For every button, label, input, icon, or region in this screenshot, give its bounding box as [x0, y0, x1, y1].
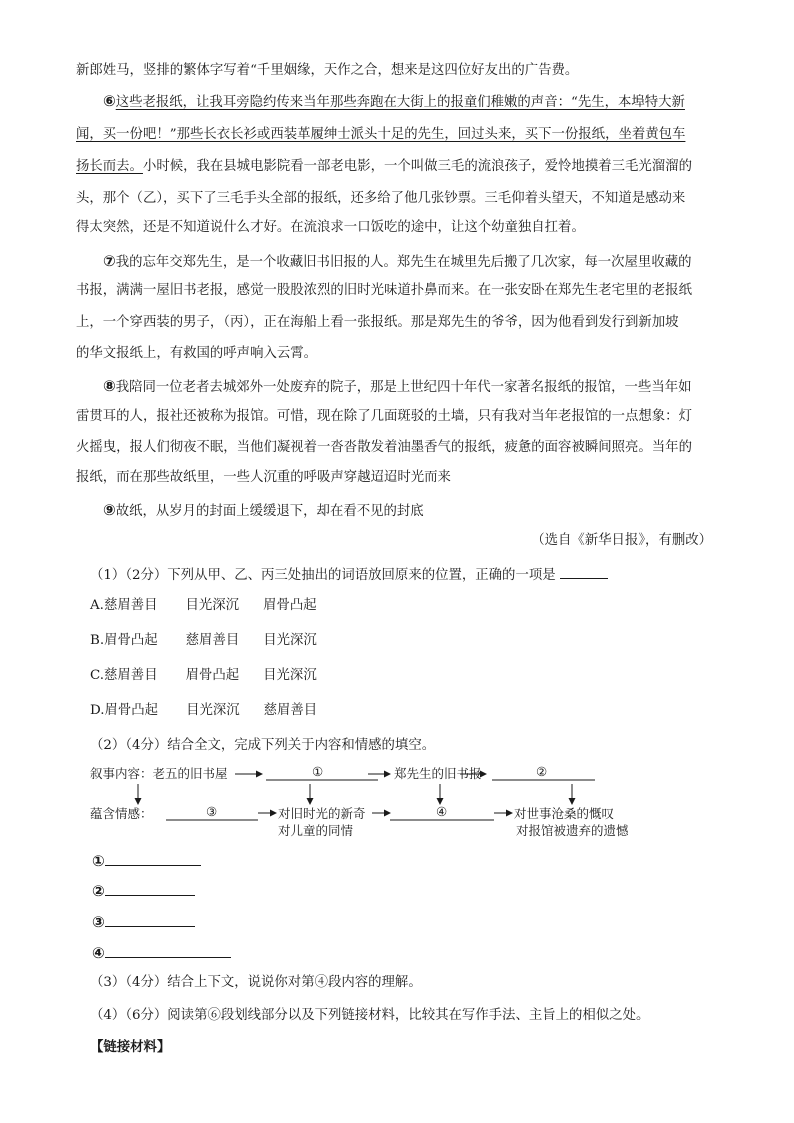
paragraph-8-text: 我陪同一位老者去城郊外一处废弃的院子，那是上世纪四十年代一家著名报纸的报馆，一些当年如 [115, 380, 692, 395]
link-material-heading: 【链接材料】 [90, 1039, 171, 1055]
option-word: 慈眉善目 [185, 633, 240, 648]
paragraph-number-9: ⑨ [103, 501, 116, 519]
paragraph-7-line-4: 的华文报纸上，有救国的呼声响入云霄。 [76, 346, 318, 361]
diagram-row2-end-2: 对报馆被遗弃的遗憾 [516, 823, 629, 838]
answer-blank[interactable] [105, 881, 195, 896]
option-c[interactable] [90, 666, 317, 686]
paragraph-9-line-1 [103, 500, 424, 522]
diagram-blank-2[interactable]: ② [536, 764, 548, 779]
option-word: 眉骨凸起 [263, 598, 317, 613]
option-word: 目光深沉 [263, 668, 317, 683]
answer-line-4[interactable] [92, 943, 231, 965]
diagram-row1-label: 叙事内容：老五的旧书屋 [90, 766, 228, 781]
option-word: 眉骨凸起 [104, 633, 158, 648]
content-emotion-diagram [90, 760, 650, 845]
answer-line-3[interactable] [92, 912, 195, 934]
answer-marker: ④ [92, 944, 105, 962]
option-a[interactable] [90, 596, 317, 616]
option-word: 眉骨凸起 [185, 668, 240, 683]
paragraph-9-text: 故纸，从岁月的封面上缓缓退下，却在看不见的封底 [115, 504, 424, 519]
underlined-text-end: 扬长而去。 [76, 159, 143, 174]
option-word: 目光深沉 [186, 703, 240, 718]
paragraph-6-line-1 [103, 91, 685, 113]
paragraph-6-line-5: 得太突然，还是不知道说什么才好。在流浪求一口饭吃的途中，让这个幼童独自扛着。 [76, 220, 585, 235]
paragraph-number-7: ⑦ [103, 252, 116, 270]
option-word: 眉骨凸起 [104, 703, 159, 718]
diagram-row2-end-1: 对世事沧桑的慨叹 [514, 806, 615, 821]
paragraph-6-line-2: 闻，买一份吧！”那些长衣长衫或西装革履绅士派头十足的先生，回过头来，买下一份报纸，坐着黄包车 [76, 127, 686, 142]
option-label: C. [90, 668, 105, 683]
diagram-blank-4[interactable]: ④ [436, 804, 448, 819]
answer-blank[interactable] [105, 912, 195, 927]
option-word: 慈眉善目 [104, 668, 158, 683]
answer-line-1[interactable] [92, 851, 201, 873]
paragraph-8-line-2: 雷贯耳的人，报社还被称为报馆。可惜，现在除了几面斑驳的土墙，只有我对当年老报馆的一点想象：灯 [76, 409, 692, 424]
answer-marker: ② [92, 882, 105, 900]
option-label: B. [90, 633, 105, 648]
diagram-blank-3[interactable]: ③ [206, 804, 218, 819]
answer-marker: ③ [92, 913, 105, 931]
paragraph-8-line-4: 报纸，而在那些故纸里，一些人沉重的呼吸声穿越迢迢时光而来 [76, 470, 451, 485]
answer-line-2[interactable] [92, 881, 195, 903]
option-word: 目光深沉 [263, 633, 317, 648]
paragraph-5-tail: 新郎姓马，竖排的繁体字写着“千里姻缘，天作之合，想来是这四位好友出的广告费。 [76, 63, 579, 78]
option-label: A. [90, 598, 104, 613]
diagram-row2-label: 蕴含情感： [90, 806, 153, 821]
question-4: （4）（6分）阅读第⑥段划线部分以及下列链接材料，比较其在写作手法、主旨上的相似之处。 [90, 1008, 650, 1023]
diagram-row2-mid-2: 对儿童的同情 [278, 823, 354, 838]
paragraph-6-text: 小时候，我在县城电影院看一部老电影，一个叫做三毛的流浪孩子，爱怜地摸着三毛光溜溜的 [142, 159, 692, 174]
paragraph-8-line-1 [103, 376, 692, 398]
paragraph-6-line-3 [76, 157, 692, 177]
option-word: 慈眉善目 [103, 598, 158, 613]
question-1-text: （1）（2分）下列从甲、乙、丙三处抽出的词语放回原来的位置，正确的一项是 [90, 568, 556, 583]
diagram-row1-mid: 郑先生的旧书报 [394, 766, 482, 781]
paragraph-7-line-3: 上，一个穿西装的男子，（丙），正在海船上看一张报纸。那是郑先生的爷爷，因为他看到发行到新加坡 [76, 315, 679, 330]
option-label: D. [90, 703, 105, 718]
paragraph-number-8: ⑧ [103, 377, 116, 395]
option-word: 慈眉善目 [263, 703, 318, 718]
paragraph-7-text: 我的忘年交郑先生，是一个收藏旧书旧报的人。郑先生在城里先后搬了几次家，每一次屋里收藏的 [115, 255, 692, 270]
diagram-row2-mid-1: 对旧时光的新奇 [278, 806, 366, 821]
option-word: 目光深沉 [185, 598, 240, 613]
option-d[interactable] [90, 701, 317, 721]
paragraph-number-6: ⑥ [103, 92, 116, 110]
question-2: （2）（4分）结合全文，完成下列关于内容和情感的填空。 [90, 738, 436, 753]
paragraph-7-line-1 [103, 251, 692, 273]
diagram-blank-1[interactable]: ① [312, 764, 324, 779]
answer-blank[interactable] [105, 851, 201, 866]
paragraph-7-line-2: 书报，满满一屋旧书老报，感觉一股股浓烈的旧时光味道扑鼻而来。在一张安卧在郑先生老宅里的老报纸 [76, 283, 692, 298]
question-1 [90, 564, 608, 586]
answer-marker: ① [92, 852, 105, 870]
source-citation: （选自《新华日报》，有删改） [531, 533, 712, 548]
underlined-text: 这些老报纸，让我耳旁隐约传来当年那些奔跑在大街上的报童们稚嫩的声音：“先生，本埠特大新 [115, 95, 685, 110]
answer-blank-q1[interactable] [560, 564, 608, 579]
paragraph-6-line-4: 头，那个（乙），买下了三毛手头全部的报纸，还多给了他几张钞票。三毛仰着头望天，不知道是感动来 [76, 191, 686, 206]
question-3: （3）（4分）结合上下文，说说你对第④段内容的理解。 [90, 975, 422, 990]
paragraph-8-line-3: 火摇曳，报人们彻夜不眠，当他们凝视着一沓沓散发着油墨香气的报纸，疲惫的面容被瞬间照亮。当年的 [76, 440, 692, 455]
option-b[interactable] [90, 631, 317, 651]
answer-blank[interactable] [105, 943, 231, 958]
